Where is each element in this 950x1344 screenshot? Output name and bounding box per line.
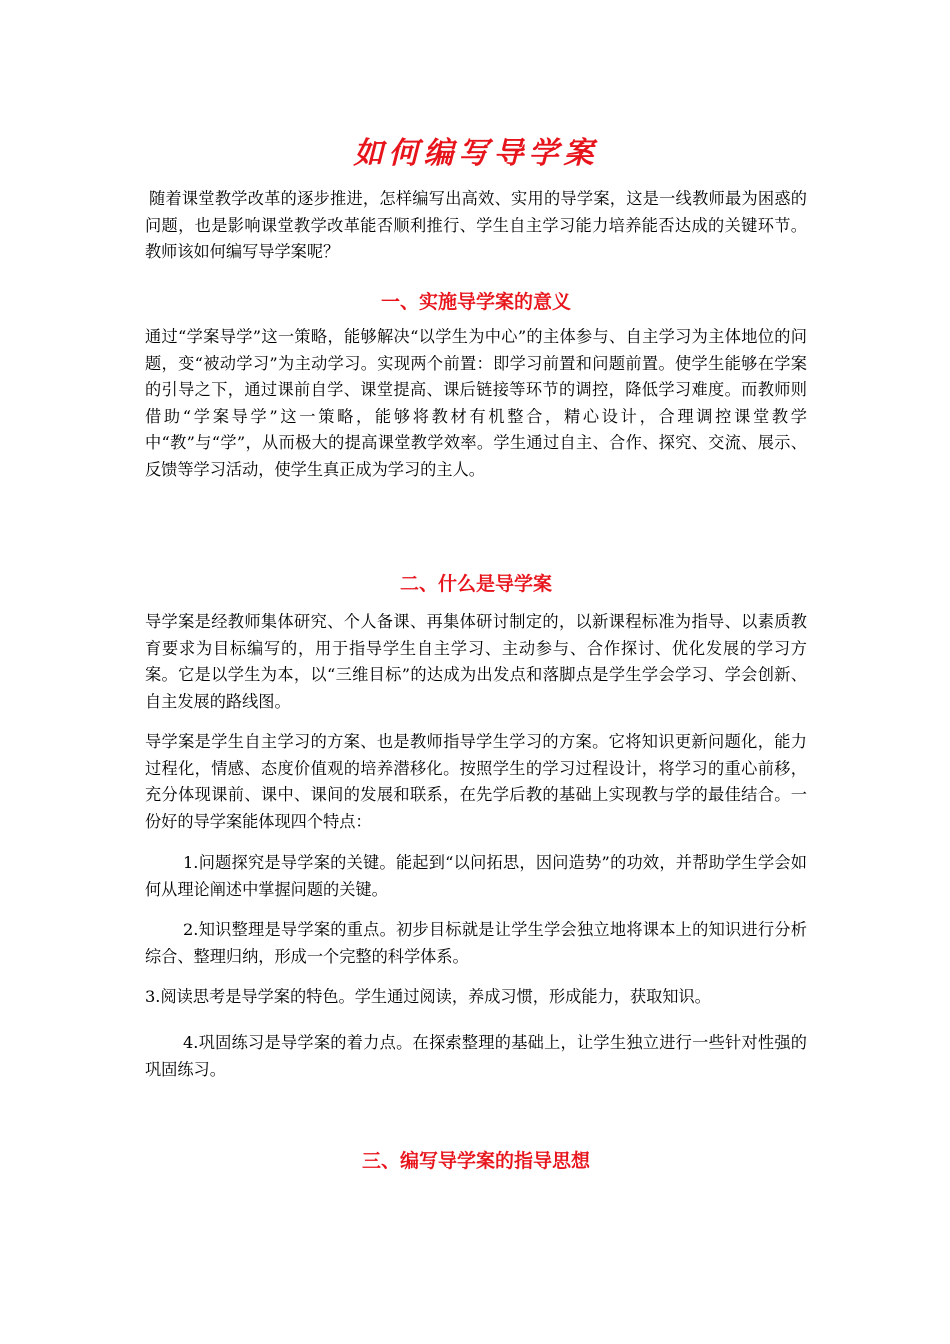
document-title: 如何编写导学案 — [353, 136, 599, 171]
section-2-point-1: 1.问题探究是导学案的关键。能起到“以问拓思，因问造势”的功效，并帮助学生学会如何从理论阐述中掌握问题的关键。 — [145, 853, 807, 899]
intro-paragraph: 随着课堂教学改革的逐步推进，怎样编写出高效、实用的导学案，这是一线教师最为困惑的问题，也是影响课堂教学改革能否顺利推行、学生自主学习能力培养能否达成的关键环节。教师该如何编写导学案呢？ — [145, 189, 807, 261]
section-2-heading: 二、什么是导学案 — [399, 573, 552, 595]
section-3-heading: 三、编写导学案的指导思想 — [361, 1150, 590, 1172]
section-2-paragraph-2: 导学案是学生自主学习的方案、也是教师指导学生学习的方案。它将知识更新问题化，能力过程化，情感、态度价值观的培养潜移化。按照学生的学习过程设计，将学习的重心前移，充分体现课前、课中、课间的发展和联系，在先学后教的基础上实现教与学的最佳结合。一份好的导学案能体现四个特点： — [145, 732, 807, 831]
section-2-point-2: 2.知识整理是导学案的重点。初步目标就是让学生学会独立地将课本上的知识进行分析综合、整理归纳，形成一个完整的科学体系。 — [145, 920, 807, 966]
section-2-paragraph-1: 导学案是经教师集体研究、个人备课、再集体研讨制定的，以新课程标准为指导、以素质教育要求为目标编写的，用于指导学生自主学习、主动参与、合作探讨、优化发展的学习方案。它是以学生为本，以“三维目标”的达成为出发点和落脚点是学生学会学习、学会创新、自主发展的路线图。 — [145, 612, 807, 711]
section-1-paragraph-1: 通过“学案导学”这一策略，能够解决“以学生为中心”的主体参与、自主学习为主体地位的问题，变“被动学习”为主动学习。实现两个前置：即学习前置和问题前置。使学生能够在学案的引导之下，通过课前自学、课堂提高、课后链接等环节的调控，降低学习难度。而教师则借助“学案导学”这一策略，能够将教材有机整合，精心设计，合理调控课堂教学中“教”与“学”，从而极大的提高课堂教学效率。学生通过自主、合作、探究、交流、展示、反馈等学习活动，使学生真正成为学习的主人。 — [145, 327, 807, 479]
section-1-heading: 一、实施导学案的意义 — [380, 291, 571, 313]
section-2-point-4: 4.巩固练习是导学案的着力点。在探索整理的基础上，让学生独立进行一些针对性强的巩固练习。 — [145, 1033, 807, 1079]
section-2-point-3: 3.阅读思考是导学案的特色。学生通过阅读，养成习惯，形成能力，获取知识。 — [145, 987, 711, 1006]
